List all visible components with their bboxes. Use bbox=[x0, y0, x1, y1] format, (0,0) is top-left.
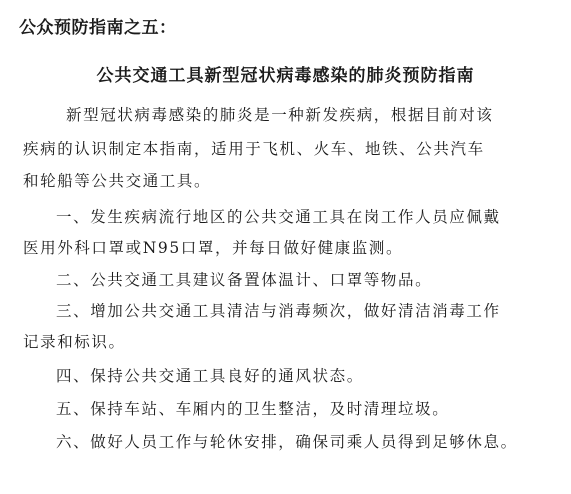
paragraph-intro-line-2: 疾病的认识制定本指南，适用于飞机、火车、地铁、公共汽车 bbox=[23, 140, 485, 158]
item-1-line-1: 一、发生疾病流行地区的公共交通工具在岗工作人员应佩戴 bbox=[56, 208, 501, 226]
paragraph-intro-line-3: 和轮船等公共交通工具。 bbox=[23, 172, 212, 190]
section-heading: 公众预防指南之五： bbox=[19, 18, 177, 38]
item-5-line: 五、保持车站、车厢内的卫生整洁，及时清理垃圾。 bbox=[56, 400, 450, 418]
item-6-line: 六、做好人员工作与轮休安排，确保司乘人员得到足够休息。 bbox=[56, 433, 518, 451]
item-1-line-2: 医用外科口罩或N95口罩，并每日做好健康监测。 bbox=[23, 239, 404, 257]
item-4-line: 四、保持公共交通工具良好的通风状态。 bbox=[56, 367, 364, 385]
item-3-line-1: 三、增加公共交通工具清洁与消毒频次，做好清洁消毒工作 bbox=[56, 302, 501, 320]
paragraph-intro-line-1: 新型冠状病毒感染的肺炎是一种新发疾病，根据目前对该 bbox=[66, 106, 494, 124]
item-2-line: 二、公共交通工具建议备置体温计、口罩等物品。 bbox=[56, 271, 433, 289]
item-3-line-2: 记录和标识。 bbox=[23, 333, 126, 351]
document-title: 公共交通工具新型冠状病毒感染的肺炎预防指南 bbox=[96, 66, 475, 86]
